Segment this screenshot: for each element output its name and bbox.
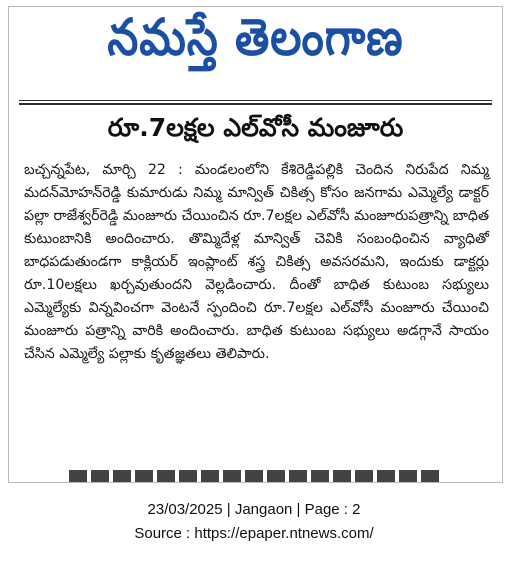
newspaper-clipping: [8, 6, 503, 483]
footer-source: Source : https://epaper.ntnews.com/: [134, 525, 374, 542]
article-body: [24, 159, 489, 366]
divider-line: [19, 103, 492, 105]
article-headline: రూ.7లక్షల ఎల్‌వోసీ మంజూరు: [107, 113, 404, 142]
article-paragraph: బచ్చన్నపేట, మార్చి 22 : మండలంలోని కేశిరెడ్డిపల్లికి చెందిన నిరుపేద నిమ్మ మదన్‌మోహన్‌రెడ్డి కుమారుడు నిమ్మ మాన్విత్ చికిత్స కోసం జనగామ ఎమ్మెల్యే డాక్టర్ పల్లా రాజేశ్వర్‌రెడ్డి మంజూరు చేయించిన రూ.7లక్షల ఎల్‌వోసీ మంజూరుపత్రాన్ని బాధిత కుటుంబానికి అందించారు. తొమ్మిదేళ్ల మాన్విత్ చెవికి సంబంధించిన వ్యాధితో బాధపడుతుండగా కాక్లియర్ ఇంప్లాంట్ శస్త్ర చికిత్స అవసరమని, ఇందుకు డాక్టర్లు రూ.10లక్షలు ఖర్చవుతుందని వెల్లడించారు. దీంతో బాధిత కుటుంబ సభ్యులు ఎమ్మెల్యేకు విన్నవించగా వెంటనే స్పందించి రూ.7లక్షల ఎల్‌వోసీ మంజూరు చేయించి మంజూరు పత్రాన్ని వారికి అందించారు. బాధిత కుటుంబ సభ్యులు అడగ్గానే సాయం చేసిన ఎమ్మెల్యే పల్లాకు కృతజ్ఞతలు తెలిపారు.: [24, 162, 489, 362]
masthead-title: నమస్తే తెలంగాణ: [107, 8, 404, 67]
footer-date-edition: 23/03/2025 | Jangaon | Page : 2: [147, 501, 361, 518]
divider-line: [19, 100, 492, 101]
newspaper-masthead: [19, 8, 492, 77]
cut-off-next-headline: [69, 470, 439, 482]
